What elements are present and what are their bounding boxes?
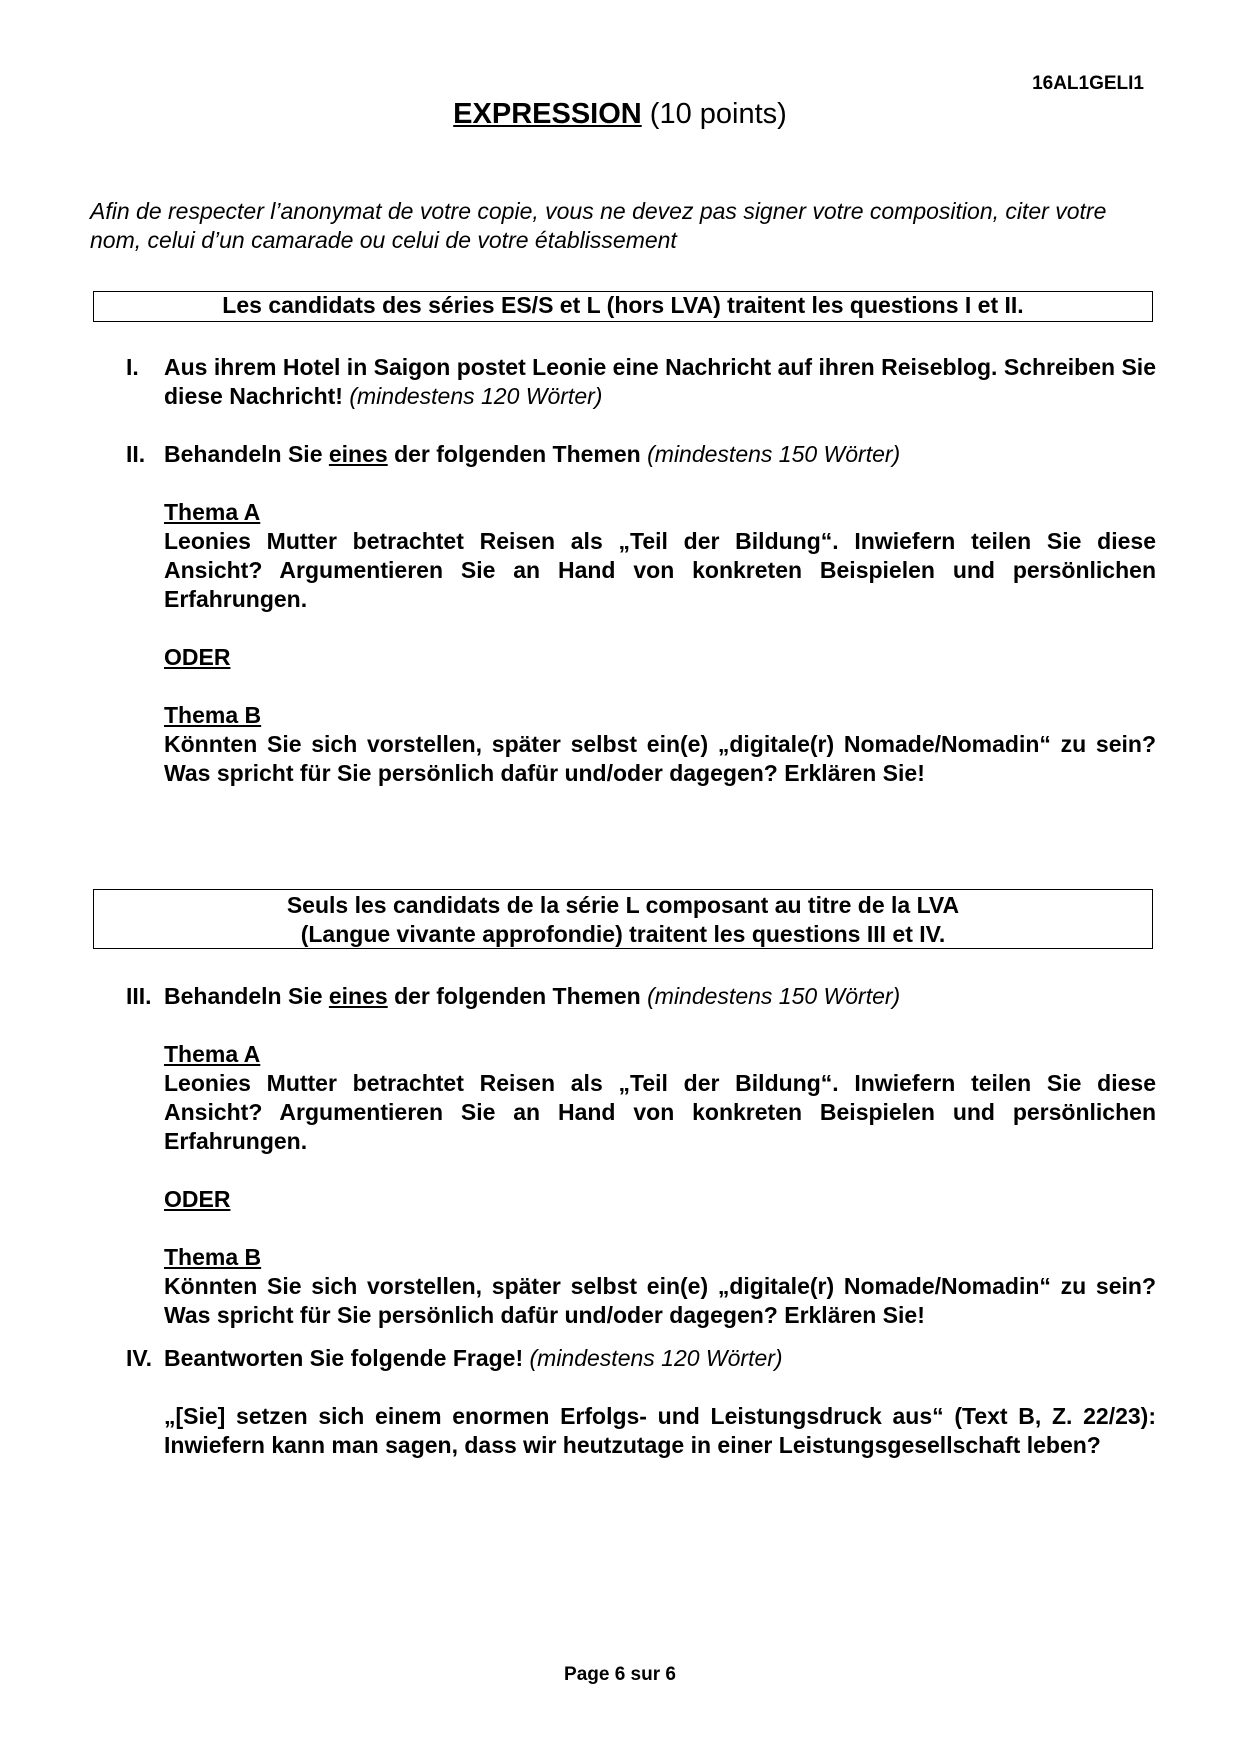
question-1 [126, 353, 1156, 411]
question-3 [126, 982, 1156, 1330]
thema-b-text: Könnten Sie sich vorstellen, später selbst ein(e) „digitale(r) Nomade/Nomadin“ zu sein? Was spricht für Sie persönlich dafür und/oder dagegen? Erklären Sie! [164, 1273, 1156, 1328]
oder-label: ODER [164, 644, 231, 670]
instruction-underlined: eines [328, 983, 388, 1009]
question-number: I. [126, 354, 139, 380]
instruction-pre: Behandeln Sie [164, 441, 323, 467]
quote-question: „[Sie] setzen sich einem enormen Erfolgs- und Leistungsdruck aus“ (Text B, Z. 22/23): Inwiefern kann man sagen, dass wir heutzutage in einer Leistungsgesellschaft leben? [164, 1403, 1156, 1458]
instruction-box-lva [93, 889, 1153, 949]
anonymity-notice: Afin de respecter l’anonymat de votre copie, vous ne devez pas signer votre composition, citer votre nom, celui d’un camarade ou celui de votre établissement [90, 198, 1107, 253]
instruction-pre: Behandeln Sie [164, 983, 323, 1009]
instruction-post: der folgenden Themen [394, 983, 641, 1009]
page-number: Page 6 sur 6 [564, 1664, 676, 1685]
word-count-note: (mindestens 120 Wörter) [349, 383, 603, 409]
question-instruction [164, 440, 1156, 469]
oder-label: ODER [164, 1186, 231, 1212]
thema-a-label: Thema A [164, 1041, 261, 1067]
question-instruction [164, 1344, 1156, 1373]
question-body [164, 982, 1156, 1330]
question-4 [126, 1344, 1156, 1460]
question-number: II. [126, 441, 146, 467]
question-number: IV. [126, 1345, 153, 1371]
title-points: (10 points) [649, 98, 787, 130]
thema-b-text: Könnten Sie sich vorstellen, später selbst ein(e) „digitale(r) Nomade/Nomadin“ zu sein? Was spricht für Sie persönlich dafür und/oder dagegen? Erklären Sie! [164, 731, 1156, 786]
thema-a-label: Thema A [164, 499, 261, 525]
instruction-post: der folgenden Themen [394, 441, 641, 467]
question-body [164, 1344, 1156, 1460]
question-text: Beantworten Sie folgende Frage! [164, 1345, 524, 1371]
box-line-2: (Langue vivante approfondie) traitent les questions III et IV. [300, 921, 946, 947]
instruction-underlined: eines [328, 441, 388, 467]
question-2 [126, 440, 1156, 788]
question-body [164, 353, 1156, 411]
question-number: III. [126, 983, 152, 1009]
thema-a-text: Leonies Mutter betrachtet Reisen als „Teil der Bildung“. Inwiefern teilen Sie diese Ansicht? Argumentieren Sie an Hand von konkreten Beispielen und persönlichen Erfahrungen. [164, 528, 1156, 612]
thema-b-label: Thema B [164, 1244, 262, 1270]
word-count-note: (mindestens 120 Wörter) [529, 1345, 783, 1371]
word-count-note: (mindestens 150 Wörter) [647, 441, 901, 467]
box-line-1: Seuls les candidats de la série L composant au titre de la LVA [286, 892, 960, 918]
question-body [164, 440, 1156, 788]
question-text: Aus ihrem Hotel in Saigon postet Leonie eine Nachricht auf ihren Reiseblog. Schreiben Sie diese Nachricht! [164, 354, 1156, 409]
thema-b-label: Thema B [164, 702, 262, 728]
question-instruction [164, 982, 1156, 1011]
thema-a-text: Leonies Mutter betrachtet Reisen als „Teil der Bildung“. Inwiefern teilen Sie diese Ansicht? Argumentieren Sie an Hand von konkreten Beispielen und persönlichen Erfahrungen. [164, 1070, 1156, 1154]
instruction-box-es-s-l: Les candidats des séries ES/S et L (hors LVA) traitent les questions I et II. [93, 291, 1153, 322]
document-code: 16AL1GELI1 [1032, 73, 1144, 94]
title-main: EXPRESSION [453, 98, 642, 130]
word-count-note: (mindestens 150 Wörter) [647, 983, 901, 1009]
page-title [0, 98, 1240, 131]
